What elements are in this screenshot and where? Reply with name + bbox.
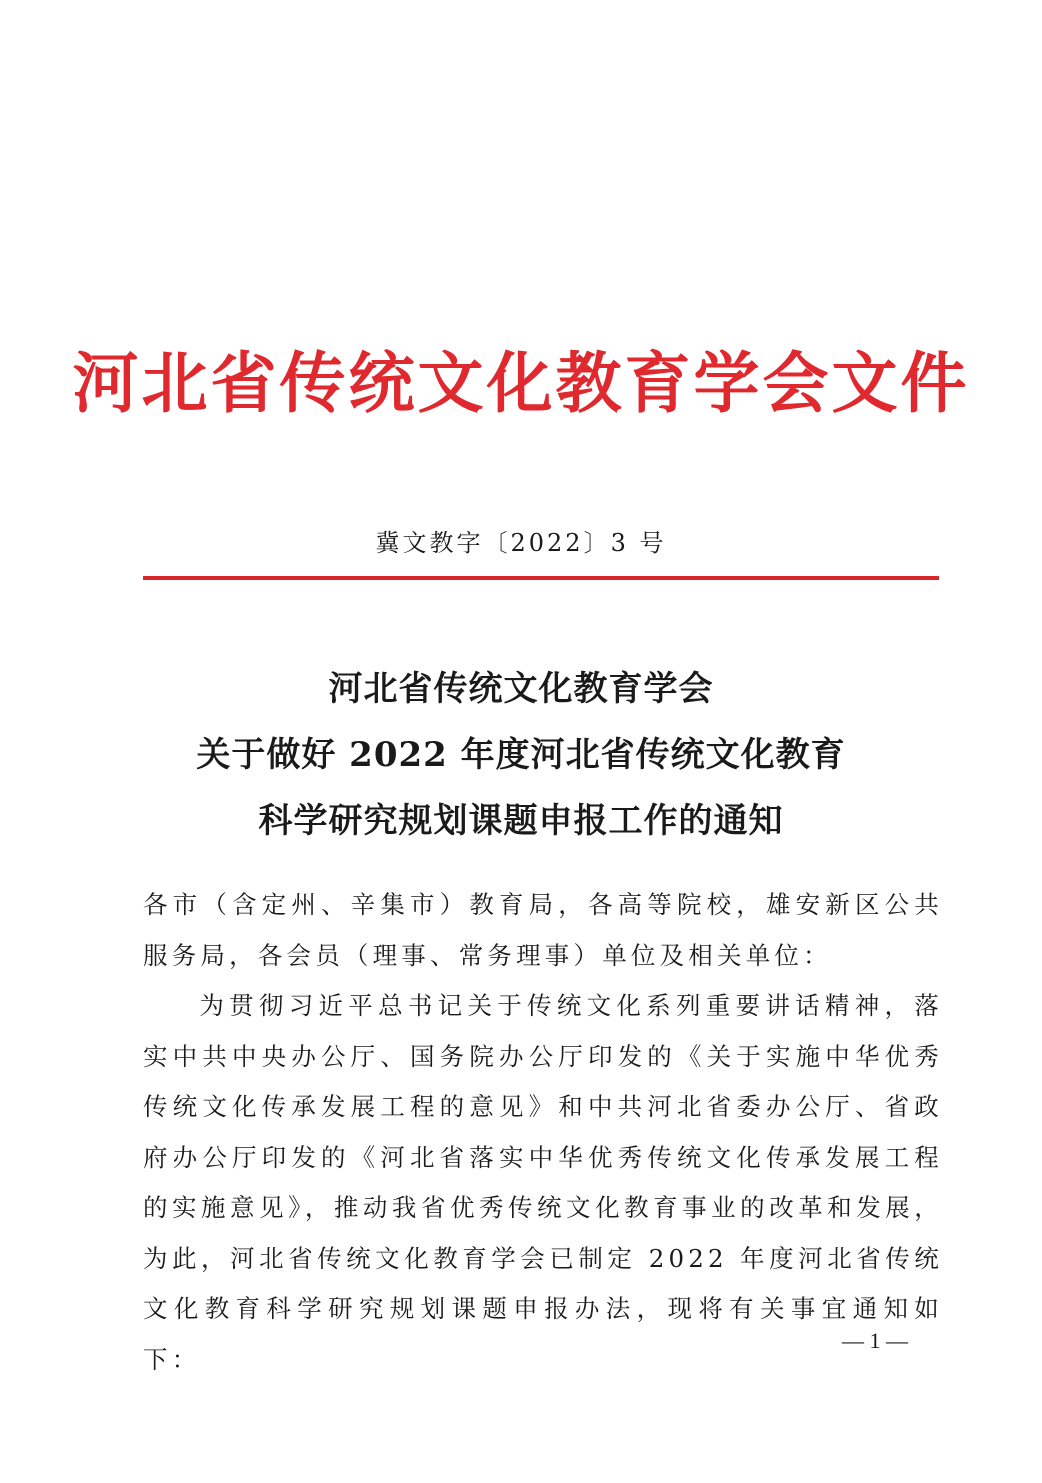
salutation: 各市（含定州、辛集市）教育局，各高等院校，雄安新区公共服务局，各会员（理事、常务理事）单位及相关单位：: [143, 890, 943, 970]
red-divider-line: [143, 576, 939, 580]
notice-title-line-1: 河北省传统文化教育学会: [328, 669, 714, 709]
notice-title: [0, 656, 1042, 854]
issuing-body-title: 河北省传统文化教育学会文件: [72, 344, 970, 422]
document-number: 冀文教字〔2022〕3 号: [375, 529, 667, 557]
notice-title-line-2: 关于做好 2022 年度河北省传统文化教育: [196, 735, 846, 775]
notice-body: [143, 880, 943, 1385]
notice-title-line-3: 科学研究规划课题申报工作的通知: [258, 801, 784, 841]
page-number: — 1 —: [842, 1328, 908, 1353]
body-paragraph: 为贯彻习近平总书记关于传统文化系列重要讲话精神，落实中共中央办公厅、国务院办公厅印发的《关于实施中华优秀传统文化传承发展工程的意见》和中共河北省委办公厅、省政府办公厅印发的《河北省落实中华优秀传统文化传承发展工程的实施意见》，推动我省优秀传统文化教育事业的改革和发展，为此，河北省传统文化教育学会已制定 2022 年度河北省传统文化教育科学研究规划课题申报办法，现将有关事宜通知如下：: [143, 991, 943, 1374]
